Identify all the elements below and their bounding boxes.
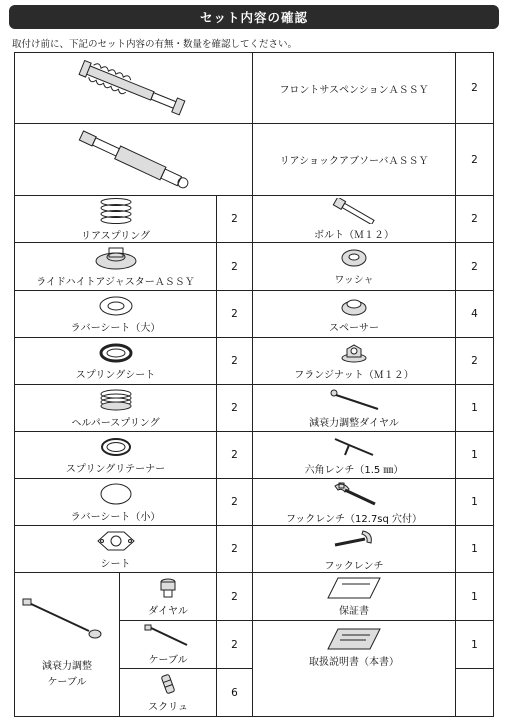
rear-spring-cell	[15, 196, 217, 243]
item-label: ライドハイトアジャスターＡＳＳＹ	[36, 277, 195, 288]
sheet-gasket-icon	[94, 529, 138, 553]
table-row	[15, 573, 494, 621]
item-qty: 2	[217, 573, 253, 621]
item-label: ヘルパースプリング	[71, 417, 160, 429]
screw-icon	[157, 672, 179, 696]
ride-height-cell	[15, 243, 217, 291]
item-label: シート	[100, 558, 131, 570]
washer-icon	[339, 247, 369, 269]
table-row	[15, 432, 494, 479]
table-row	[15, 385, 494, 432]
item-qty: 2	[217, 479, 253, 526]
item-qty: 2	[217, 338, 253, 385]
item-qty: 2	[217, 243, 253, 291]
spacer-cell	[253, 291, 456, 338]
coil-spring-icon	[98, 197, 134, 225]
warranty-document-icon	[326, 576, 382, 600]
rubber-seat-small-icon	[99, 482, 133, 506]
item-qty: 2	[217, 196, 253, 243]
item-label: フックレンチ	[324, 560, 384, 572]
item-label: スクリュ	[148, 702, 188, 713]
hook-wrench-hole-icon	[329, 480, 379, 508]
item-label: ダイヤル	[148, 606, 188, 617]
front-assy-image-cell	[15, 53, 253, 124]
intro-text: 取付け前に、下記のセット内容の有無・数量を確認してください。	[12, 39, 298, 50]
flange-nut-cell	[253, 338, 456, 385]
section-header: セット内容の確認	[9, 5, 499, 29]
item-label: 六角レンチ（1.5 ㎜）	[304, 464, 404, 476]
item-label: リアショックアブソーバＡＳＳＹ	[279, 156, 429, 167]
rubber-small-cell	[15, 479, 217, 526]
item-qty: 2	[456, 124, 494, 196]
hook-wrench-cell	[253, 526, 456, 573]
bolt-icon	[329, 198, 379, 224]
spacer-icon	[339, 295, 369, 317]
rear-shock-label-cell	[253, 124, 456, 196]
item-qty: 2	[217, 385, 253, 432]
item-label: ケーブル	[148, 655, 188, 666]
item-label: ラバーシート（大）	[70, 322, 161, 334]
spring-retainer-cell	[15, 432, 217, 479]
item-qty: 1	[456, 479, 494, 526]
item-label: 取扱説明書（本書）	[309, 657, 400, 668]
table-row	[15, 243, 494, 291]
cable-group-label-line1: 減衰力調整	[42, 661, 92, 672]
item-label: スプリングリテーナー	[65, 463, 166, 475]
hook-wrench-icon	[329, 527, 379, 555]
item-label: 保証書	[339, 606, 370, 617]
rubber-large-cell	[15, 291, 217, 338]
cable-cell	[120, 621, 217, 669]
helper-spring-icon	[98, 388, 134, 412]
sheet-cell	[15, 526, 217, 573]
table-row	[15, 291, 494, 338]
damping-dial-tool-icon	[324, 388, 384, 412]
item-label: スプリングシート	[75, 369, 156, 381]
ride-height-adjuster-icon	[94, 245, 138, 271]
table-row	[15, 526, 494, 573]
cable-group-cell	[15, 573, 120, 717]
item-label: フランジナット（Ｍ１２）	[294, 369, 414, 381]
front-suspension-icon	[74, 57, 194, 119]
item-label: ボルト（Ｍ１２）	[314, 229, 395, 241]
dial-cell	[120, 573, 217, 621]
warranty-cell	[253, 573, 456, 621]
hex-wrench-cell	[253, 432, 456, 479]
rear-shock-image-cell	[15, 124, 253, 196]
hex-wrench-icon	[331, 435, 377, 459]
rear-shock-icon	[74, 128, 194, 192]
item-qty: 2	[456, 53, 494, 124]
item-qty: 2	[217, 621, 253, 669]
table-row	[15, 53, 494, 124]
table-row	[15, 124, 494, 196]
item-label: スペーサー	[329, 322, 380, 334]
item-qty: 1	[456, 573, 494, 621]
table-row	[15, 196, 494, 243]
item-qty: 6	[217, 669, 253, 717]
cable-group-label-line2: ケーブル	[47, 677, 87, 688]
rubber-seat-large-icon	[97, 295, 135, 317]
washer-cell	[253, 243, 456, 291]
item-qty: 1	[456, 432, 494, 479]
dial-knob-icon	[157, 576, 179, 600]
item-label: リアスプリング	[81, 230, 150, 242]
damping-dial-cell	[253, 385, 456, 432]
item-qty: 4	[456, 291, 494, 338]
manual-booklet-icon	[326, 627, 382, 651]
item-qty: 2	[456, 196, 494, 243]
item-label: 減衰力調整ダイヤル	[309, 417, 399, 429]
manual-cell	[253, 621, 456, 717]
item-qty: 2	[456, 338, 494, 385]
flange-nut-icon	[339, 342, 369, 364]
item-label: フロントサスペンションＡＳＳＹ	[279, 84, 429, 96]
cable-group-label	[15, 659, 119, 691]
item-label: ラバーシート（小）	[70, 511, 161, 523]
bolt-cell	[253, 196, 456, 243]
empty-qty-cell	[456, 669, 494, 717]
item-qty: 2	[456, 243, 494, 291]
cable-icon	[143, 623, 193, 649]
item-qty: 2	[217, 291, 253, 338]
helper-spring-cell	[15, 385, 217, 432]
table-row	[15, 479, 494, 526]
hook-wrench-hole-cell	[253, 479, 456, 526]
front-assy-label-cell	[253, 53, 456, 124]
item-label: ワッシャ	[334, 275, 374, 286]
spring-sheet-icon	[98, 342, 134, 364]
item-label: フックレンチ（12.7sq 穴付）	[285, 513, 423, 525]
spring-sheet-cell	[15, 338, 217, 385]
parts-table	[14, 52, 494, 717]
screw-cell	[120, 669, 217, 717]
item-qty: 2	[217, 526, 253, 573]
item-qty: 1	[456, 385, 494, 432]
item-qty: 1	[456, 621, 494, 669]
damping-cable-icon	[17, 585, 117, 645]
item-qty: 1	[456, 526, 494, 573]
table-row	[15, 338, 494, 385]
item-qty: 2	[217, 432, 253, 479]
spring-retainer-icon	[99, 436, 133, 458]
